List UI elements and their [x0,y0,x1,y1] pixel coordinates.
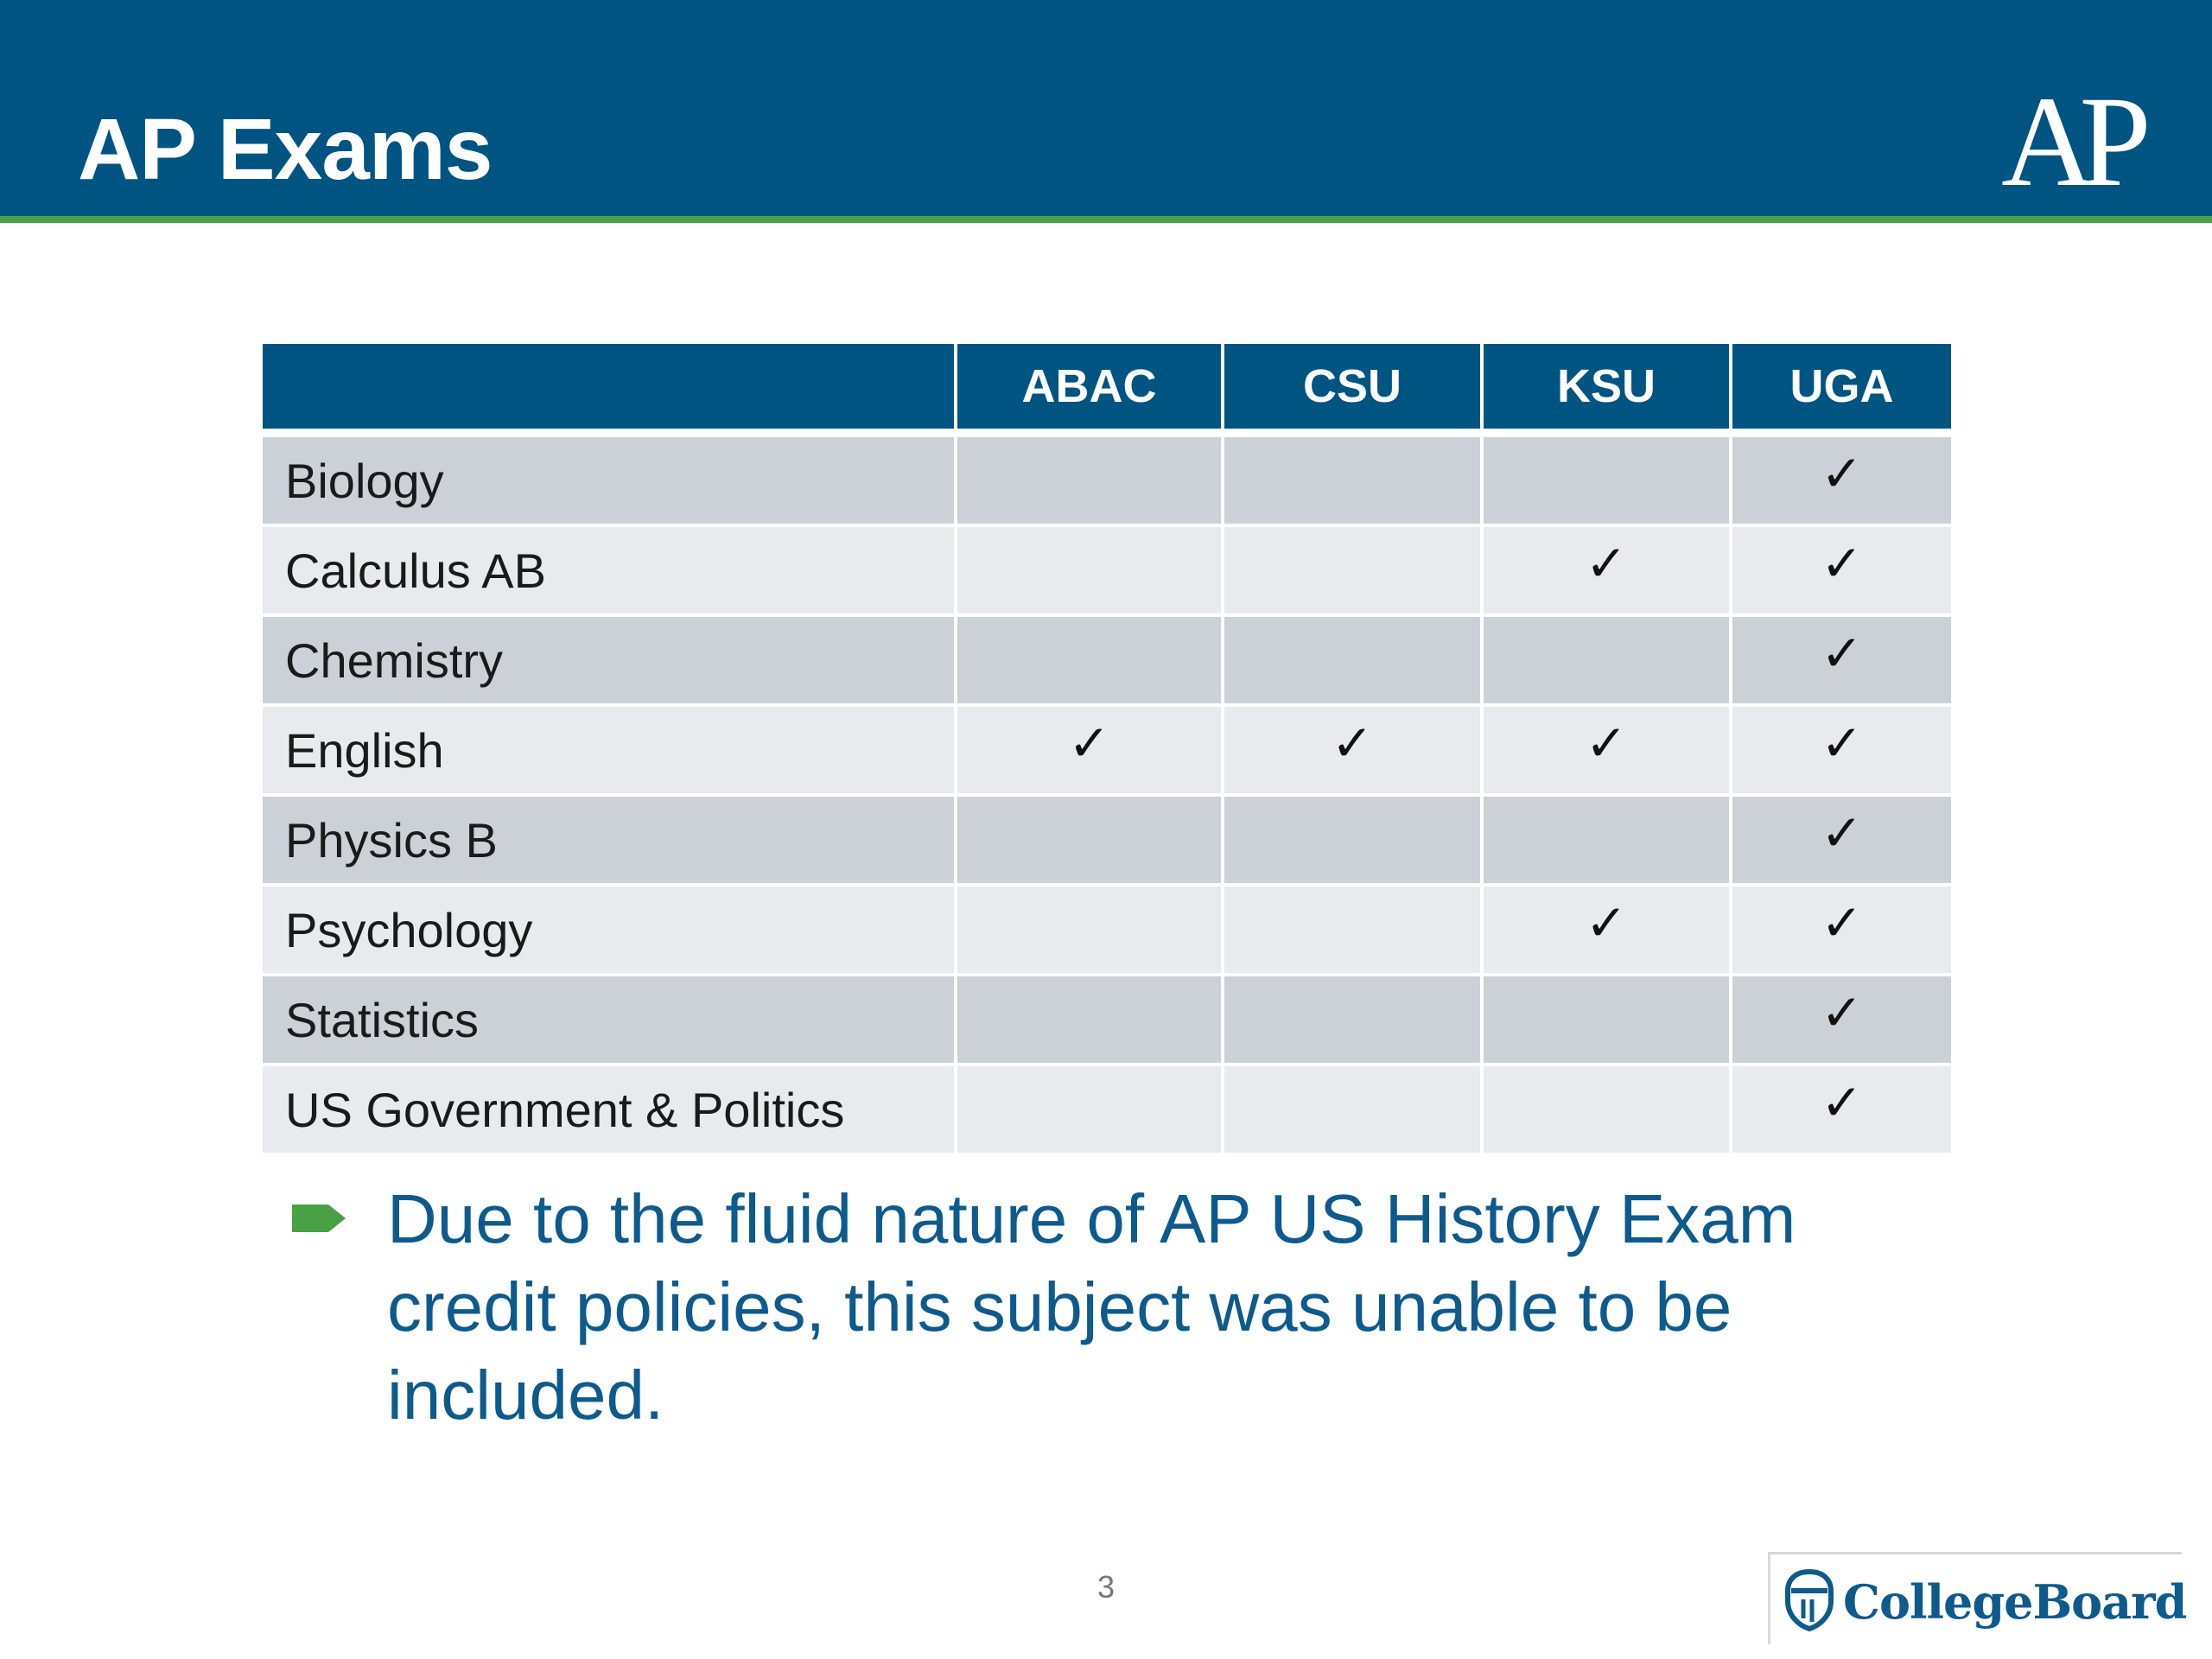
credit-cell-uga [1731,705,1951,795]
table-row [263,885,1951,975]
credit-cell-uga [1731,975,1951,1065]
checkmark-icon: ✓ [1585,714,1628,772]
note-text: Due to the fluid nature of AP US History Exam credit policies, this subject was unable to be included. [387,1180,1796,1433]
arrow-bullet-icon [292,1201,347,1236]
ap-credit-table [263,344,1951,1156]
checkmark-icon: ✓ [1821,534,1863,593]
table-body [263,433,1951,1154]
credit-cell-ksu [1482,795,1731,885]
subject-cell: Chemistry [263,615,956,705]
credit-cell-abac [956,975,1223,1065]
table-row [263,705,1951,795]
credit-cell-ksu [1482,705,1731,795]
credit-cell-ksu [1482,433,1731,525]
checkmark-icon: ✓ [1821,714,1863,772]
checkmark-icon: ✓ [1068,714,1110,772]
credit-cell-csu [1223,433,1482,525]
subject-cell: Calculus AB [263,525,956,615]
credit-cell-csu [1223,1065,1482,1154]
table-row [263,433,1951,525]
checkmark-icon: ✓ [1585,534,1628,593]
checkmark-icon: ✓ [1821,1073,1863,1132]
credit-cell-ksu [1482,1065,1731,1154]
credit-cell-csu [1223,705,1482,795]
subject-cell: US Government & Politics [263,1065,956,1154]
credit-cell-uga [1731,433,1951,525]
collegeboard-wordmark: CollegeBoard [1843,1574,2187,1630]
credit-cell-uga [1731,525,1951,615]
credit-cell-ksu [1482,615,1731,705]
credit-cell-csu [1223,975,1482,1065]
credit-cell-ksu [1482,885,1731,975]
column-header-ksu: KSU [1482,344,1731,433]
checkmark-icon: ✓ [1821,983,1863,1042]
checkmark-icon: ✓ [1331,714,1374,772]
credit-cell-uga [1731,1065,1951,1154]
credit-cell-csu [1223,795,1482,885]
column-header-subject [263,344,956,433]
credit-cell-abac [956,705,1223,795]
collegeboard-logo [1768,1552,2187,1644]
credit-cell-uga [1731,885,1951,975]
credit-cell-ksu [1482,525,1731,615]
column-header-abac: ABAC [956,344,1223,433]
slide-title: AP Exams [78,101,493,198]
subject-cell: English [263,705,956,795]
table-row [263,1065,1951,1154]
table-row [263,525,1951,615]
header-accent-stripe [0,216,2212,223]
credit-cell-abac [956,433,1223,525]
acorn-icon [1783,1567,1836,1632]
subject-cell: Biology [263,433,956,525]
column-header-csu: CSU [1223,344,1482,433]
table-header-row [263,344,1951,433]
credit-cell-ksu [1482,975,1731,1065]
credit-cell-abac [956,885,1223,975]
checkmark-icon: ✓ [1821,444,1863,503]
checkmark-icon: ✓ [1821,893,1863,952]
ap-logo [1996,79,2169,192]
page-number: 3 [1096,1569,1116,1605]
table-row [263,795,1951,885]
credit-cell-uga [1731,615,1951,705]
credit-cell-csu [1223,615,1482,705]
checkmark-icon: ✓ [1821,804,1863,862]
ap-logo-text: AP [2001,79,2136,192]
subject-cell: Physics B [263,795,956,885]
credit-cell-abac [956,795,1223,885]
subject-cell: Statistics [263,975,956,1065]
table-row [263,975,1951,1065]
column-header-uga: UGA [1731,344,1951,433]
subject-cell: Psychology [263,885,956,975]
credit-cell-abac [956,615,1223,705]
credit-cell-uga [1731,795,1951,885]
credit-cell-abac [956,525,1223,615]
checkmark-icon: ✓ [1821,624,1863,683]
table-row [263,615,1951,705]
credit-cell-csu [1223,885,1482,975]
checkmark-icon: ✓ [1585,893,1628,952]
credit-cell-csu [1223,525,1482,615]
credit-cell-abac [956,1065,1223,1154]
